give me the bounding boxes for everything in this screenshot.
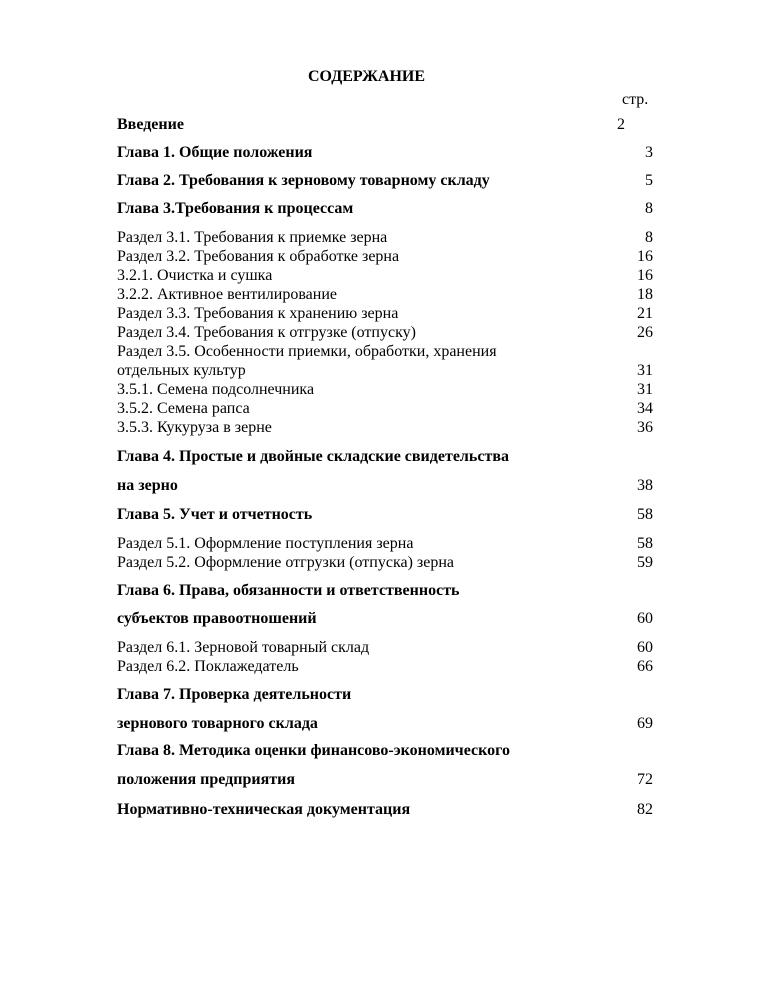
toc-entry-page: 18 bbox=[637, 286, 653, 303]
toc-entry-section bbox=[117, 304, 653, 324]
toc-entry-section bbox=[117, 323, 653, 343]
toc-entry-title: Раздел 5.1. Оформление поступления зерна bbox=[117, 535, 414, 552]
toc-entry-title: Глава 8. Методика оценки финансово-экономического bbox=[117, 742, 510, 759]
toc-entry-title: Глава 1. Общие положения bbox=[117, 144, 313, 161]
toc-entry-page: 60 bbox=[637, 639, 653, 656]
toc-entry-title: Глава 3.Требования к процессам bbox=[117, 200, 354, 217]
toc-entry-title: Глава 2. Требования к зерновому товарному складу bbox=[117, 172, 490, 189]
toc-entry-page: 2 bbox=[617, 116, 625, 133]
toc-entry-chapter-continued bbox=[117, 476, 653, 496]
toc-entry-title: Нормативно-техническая документация bbox=[117, 801, 411, 818]
toc-entry-page: 59 bbox=[637, 554, 653, 571]
toc-entry-page: 82 bbox=[637, 801, 653, 818]
toc-entry-title: положения предприятия bbox=[117, 771, 295, 788]
toc-entry-page: 5 bbox=[645, 172, 653, 189]
toc-entry-title: зернового товарного склада bbox=[117, 715, 318, 732]
toc-entry-chapter bbox=[117, 581, 653, 601]
toc-entry-title: Раздел 3.4. Требования к отгрузке (отпуску) bbox=[117, 324, 416, 341]
toc-entry-title: Раздел 3.5. Особенности приемки, обработки, хранения bbox=[117, 343, 497, 360]
toc-entry-title: Глава 7. Проверка деятельности bbox=[117, 686, 352, 703]
toc-entry-page: 38 bbox=[637, 477, 653, 494]
toc-entry-chapter-continued bbox=[117, 714, 653, 734]
toc-entry-page: 66 bbox=[637, 658, 653, 675]
toc-entry-subsection bbox=[117, 266, 653, 286]
toc-entry-section bbox=[117, 247, 653, 267]
toc-entry-title: 3.2.2. Активное вентилирование bbox=[117, 286, 337, 303]
toc-entry-page: 60 bbox=[637, 610, 653, 627]
toc-entry-section bbox=[117, 228, 653, 248]
toc-entry-subsection bbox=[117, 418, 653, 438]
page-column-label: стр. bbox=[622, 91, 649, 108]
toc-entry-title: на зерно bbox=[117, 477, 178, 494]
toc-entry-chapter-continued bbox=[117, 609, 653, 629]
toc-entry-page: 72 bbox=[637, 771, 653, 788]
toc-entry-title: 3.5.2. Семена рапса bbox=[117, 400, 250, 417]
toc-entry-title: Раздел 3.3. Требования к хранению зерна bbox=[117, 305, 399, 322]
toc-entry-section bbox=[117, 638, 653, 658]
toc-entry-title: отдельных культур bbox=[117, 362, 246, 379]
toc-entry-page: 58 bbox=[637, 506, 653, 523]
toc-entry-section bbox=[117, 342, 653, 362]
toc-entry-page: 21 bbox=[637, 305, 653, 322]
toc-entry-chapter bbox=[117, 199, 653, 219]
toc-entry-page: 16 bbox=[637, 248, 653, 265]
toc-entry-section-continued bbox=[117, 361, 653, 381]
toc-entry-chapter bbox=[117, 171, 653, 191]
toc-entry-chapter-continued bbox=[117, 770, 653, 790]
toc-entry-title: Раздел 3.2. Требования к обработке зерна bbox=[117, 248, 400, 265]
toc-entry-title: Глава 6. Права, обязанности и ответственность bbox=[117, 582, 460, 599]
toc-entry-page: 3 bbox=[645, 144, 653, 161]
toc-entry-page: 8 bbox=[645, 200, 653, 217]
toc-entry-title: субъектов правоотношений bbox=[117, 610, 317, 627]
toc-entry-chapter bbox=[117, 800, 653, 820]
toc-entry-title: 3.5.3. Кукуруза в зерне bbox=[117, 419, 272, 436]
toc-entry-page: 26 bbox=[637, 324, 653, 341]
toc-entry-page: 16 bbox=[637, 267, 653, 284]
toc-entry-page: 8 bbox=[645, 229, 653, 246]
toc-entry-page: 58 bbox=[637, 535, 653, 552]
toc-entry-subsection bbox=[117, 380, 653, 400]
toc-entry-page: 36 bbox=[637, 419, 653, 436]
toc-entry-title: 3.2.1. Очистка и сушка bbox=[117, 267, 273, 284]
toc-entry-page: 34 bbox=[637, 400, 653, 417]
page-title: СОДЕРЖАНИЕ bbox=[307, 68, 426, 85]
toc-entry-chapter bbox=[117, 505, 653, 525]
toc-entry-subsection bbox=[117, 285, 653, 305]
toc-entry-intro bbox=[117, 115, 653, 135]
toc-entry-title: Раздел 3.1. Требования к приемке зерна bbox=[117, 229, 388, 246]
toc-entry-subsection bbox=[117, 399, 653, 419]
toc-entry-page: 31 bbox=[637, 362, 653, 379]
toc-entry-title: Глава 4. Простые и двойные складские свидетельства bbox=[117, 448, 509, 465]
toc-entry-chapter bbox=[117, 741, 653, 761]
toc-entry-title: Раздел 6.2. Поклажедатель bbox=[117, 658, 299, 675]
toc-entry-chapter bbox=[117, 685, 653, 705]
toc-entry-chapter bbox=[117, 447, 653, 467]
toc-entry-section bbox=[117, 657, 653, 677]
toc-entry-title: Введение bbox=[117, 116, 184, 133]
toc-entry-page: 31 bbox=[637, 381, 653, 398]
toc-entry-section bbox=[117, 553, 653, 573]
toc-entry-page: 69 bbox=[637, 715, 653, 732]
toc-entry-chapter bbox=[117, 143, 653, 163]
toc-entry-title: 3.5.1. Семена подсолнечника bbox=[117, 381, 315, 398]
toc-entry-title: Раздел 5.2. Оформление отгрузки (отпуска) зерна bbox=[117, 554, 454, 571]
toc-entry-title: Глава 5. Учет и отчетность bbox=[117, 506, 313, 523]
toc-entry-section bbox=[117, 534, 653, 554]
toc-entry-title: Раздел 6.1. Зерновой товарный склад bbox=[117, 639, 370, 656]
